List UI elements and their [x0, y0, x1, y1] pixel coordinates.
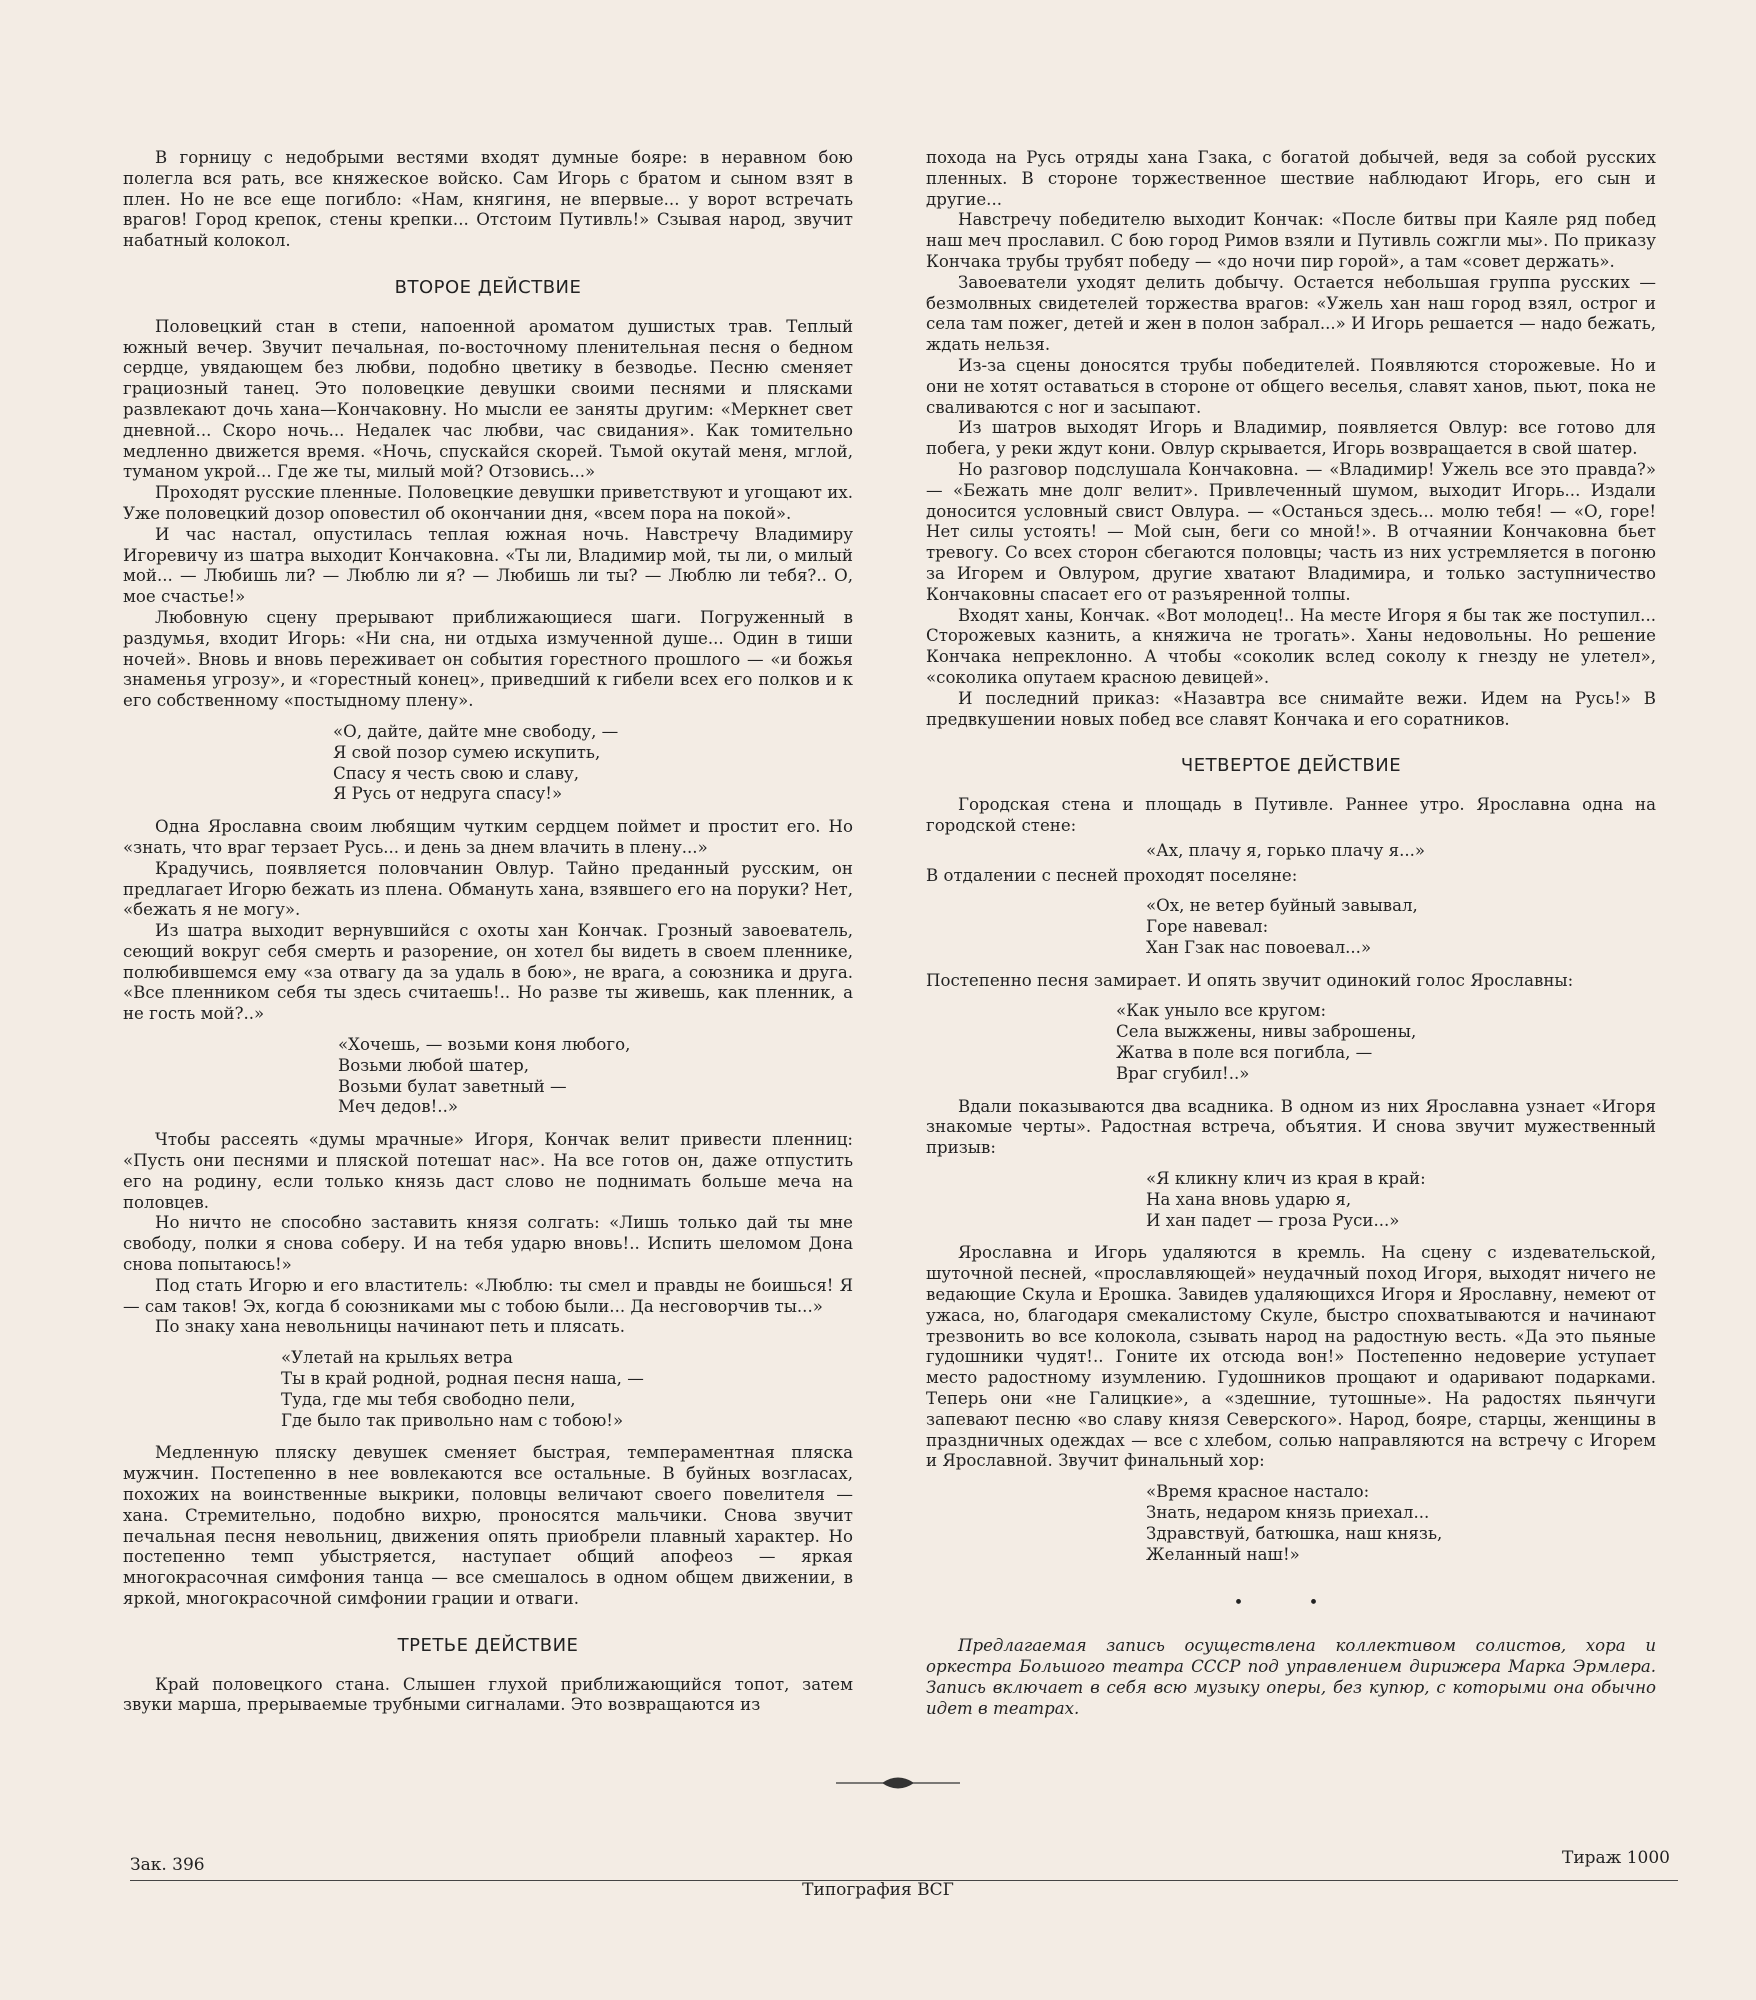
act4-paragraph: Постепенно песня замирает. И опять звучит одинокий голос Ярославны:: [926, 970, 1574, 990]
act2-paragraph: Под стать Игорю и его властитель: «Люблю: ты смел и правды не боишься! Я — сам таков! Эх, когда б союзниками мы с тобою были... Да несговорчив ты...»: [123, 1275, 853, 1316]
verse-block: [1146, 896, 1656, 958]
act2-heading: ВТОРОЕ ДЕЙСТВИЕ: [394, 276, 582, 298]
act2-paragraph: Проходят русские пленные. Половецкие девушки приветствуют и угощают их. Уже половецкий дозор оповестил об окончании дня, «всем пора на покой».: [123, 483, 853, 523]
act2-paragraph: По знаку хана невольницы начинают петь и плясать.: [155, 1317, 625, 1337]
verse-line: «Как уныло все кругом:: [1116, 1001, 1327, 1021]
verse-block: [1146, 1169, 1656, 1231]
act3-paragraph: Завоеватели уходят делить добычу. Остается небольшая группа русских — безмолвных свидетелей торжества врагов: «Ужель хан наш город взял, острог и села там пожег, детей и жен в полон забрал...» И Игорь решается — надо бежать, ждать нельзя.: [926, 272, 1656, 355]
act3-paragraph: Из шатров выходят Игорь и Владимир, появляется Овлур: все готово для побега, у реки ждут кони. Овлур скрывается, Игорь возвращается в свой шатер.: [926, 418, 1656, 459]
print-run: Тираж 1000: [1562, 1848, 1670, 1868]
verse-line: Где было так привольно нам с тобою!»: [281, 1410, 624, 1430]
recording-note: Предлагаемая запись осуществлена коллективом солистов, хора и оркестра Большого театра СССР под управлением дирижера Марка Эрмлера. Запись включает в себя всю музыку оперы, без купюр, с которыми она обычно идет в театрах.: [926, 1636, 1656, 1718]
verse-line: Я Русь от недруга спасу!»: [333, 784, 563, 804]
order-number: Зак. 396: [130, 1855, 205, 1875]
verse-line: Спасу я честь свою и славу,: [333, 763, 580, 783]
verse-line: Села выжжены, нивы заброшены,: [1116, 1022, 1417, 1042]
act3-paragraph: Входят ханы, Кончак. «Вот молодец!.. На месте Игоря я бы так же поступил... Сторожевых казнить, а княжича не трогать». Ханы недовольны. Но решение Кончака непреклонно. А чтобы «соколик вслед соколу к гнезду не улетел», «соколика опутаем красною девицей».: [926, 605, 1656, 687]
verse-line: Возьми булат заветный —: [338, 1076, 567, 1096]
verse-block: [281, 1348, 853, 1431]
verse-line: «Хочешь, — возьми коня любого,: [338, 1035, 631, 1055]
act3-paragraph: Край половецкого стана. Слышен глухой приближающийся топот, затем звуки марша, прерываемые трубными сигналами. Это возвращаются из: [123, 1674, 853, 1715]
act2-paragraph: Крадучись, появляется половчанин Овлур. Тайно преданный русским, он предлагает Игорю бежать из плена. Обмануть хана, взявшего его на поруки? Нет, «бежать я не могу».: [123, 858, 853, 920]
verse-block: [1146, 841, 1656, 862]
verse-line: Меч дедов!..»: [338, 1097, 459, 1117]
verse-block: [1116, 1001, 1656, 1084]
verse-line: «Ах, плачу я, горько плачу я...»: [1146, 840, 1426, 860]
verse-line: Возьми любой шатер,: [338, 1055, 530, 1075]
act3-paragraph: Но разговор подслушала Кончаковна. — «Владимир! Ужель все это правда?» — «Бежать мне долг велит». Привлеченный шумом, выходит Игорь... Издали доносится условный свист Овлура. — «Останься здесь... молю тебя! — «О, горе! Нет силы устоять! — Мой сын, беги со мной!». В отчаянии Кончаковна бьет тревогу. Со всех сторон сбегаются половцы; часть из них устремляется в погоню за Игорем и Овлуром, другие хватают Владимира, и только заступничество Кончаковны спасает его от разъяренной толпы.: [926, 459, 1656, 604]
act3-paragraph: похода на Русь отряды хана Гзака, с богатой добычей, ведя за собой русских пленных. В стороне торжественное шествие наблюдают Игорь, его сын и другие...: [926, 148, 1656, 209]
act2-paragraph: Но ничто не способно заставить князя солгать: «Лишь только дай ты мне свободу, полки я снова соберу. И на тебя ударю вновь!.. Испить шеломом Дона снова попытаюсь!»: [123, 1213, 853, 1275]
left-column: [123, 148, 853, 1716]
act2-paragraph: Одна Ярославна своим любящим чутким сердцем поймет и простит его. Но «знать, что враг терзает Русь... и день за днем влачить в плену...»: [123, 817, 853, 857]
verse-line: Горе навевал:: [1146, 917, 1269, 937]
verse-line: Я свой позор сумею искупить,: [333, 742, 601, 762]
act4-paragraph: Городская стена и площадь в Путивле. Раннее утро. Ярославна одна на городской стене:: [926, 795, 1656, 835]
verse-block: [338, 1035, 853, 1118]
verse-line: «Я кликну клич из края в край:: [1146, 1169, 1426, 1189]
act4-paragraph: В отдалении с песней проходят поселяне:: [926, 865, 1298, 885]
act2-paragraph: Любовную сцену прерывают приближающиеся шаги. Погруженный в раздумья, входит Игорь: «Ни сна, ни отдыха измученной душе... Один в тиши ночей». Вновь и вновь переживает он события горестного прошлого — «и божья знаменья угрозу», и «горестный конец», приведший к гибели всех его полков и к его собственному «постыдному плену».: [123, 607, 853, 711]
verse-line: «Время красное настало:: [1146, 1482, 1370, 1502]
act4-heading: ЧЕТВЕРТОЕ ДЕЙСТВИЕ: [1180, 755, 1402, 777]
act2-paragraph: Половецкий стан в степи, напоенной ароматом душистых трав. Теплый южный вечер. Звучит печальная, по-восточному пленительная песня о бедном сердце, увядающем без любви, подобно цветику в безводье. Песню сменяет грациозный танец. Это половецкие девушки своими песнями и плясками развлекают дочь хана—Кончаковну. Но мысли ее заняты другим: «Меркнет свет дневной... Скоро ночь... Недалек час любви, час свидания». Как томительно медленно движется время. «Ночь, спускайся скорей. Тьмой окутай меня, мглой, туманом укрой... Где же ты, милый мой? Отзовись...»: [123, 316, 853, 482]
printer-name: Типография ВСГ: [802, 1880, 954, 1900]
act2-paragraph: Медленную пляску девушек сменяет быстрая, темпераментная пляска мужчин. Постепенно в нее вовлекаются все остальные. В буйных возгласах, похожих на воинственные выкрики, половцы величают своего повелителя — хана. Стремительно, подобно вихрю, проносятся мальчики. Снова звучит печальная песня невольниц, движения опять приобрели плавный характер. Но постепенно темп убыстряется, наступает общий апофеоз — яркая многокрасочная симфония танца — все смешалось в одном общем движении, в яркой, многокрасочной симфонии грации и отваги.: [123, 1443, 853, 1608]
act3-paragraph: Из-за сцены доносятся трубы победителей. Появляются сторожевые. Но и они не хотят оставаться в стороне от общего веселья, славят ханов, пьют, пока не сваливаются с ног и засыпают.: [926, 355, 1656, 417]
verse-block: [1146, 1482, 1656, 1565]
separator-dots: • •: [1233, 1593, 1349, 1613]
verse-line: «Улетай на крыльях ветра: [281, 1348, 513, 1368]
act2-paragraph: Из шатра выходит вернувшийся с охоты хан Кончак. Грозный завоеватель, сеющий вокруг себя смерть и разорение, он хотел бы видеть в своем пленнике, полюбившемся ему «за отвагу да за удаль в бою», не врага, а союзника и друга. «Все пленником себя ты здесь считаешь!.. Но разве ты живешь, как пленник, а не гость мой?..»: [123, 921, 853, 1024]
verse-line: На хана вновь ударю я,: [1146, 1189, 1352, 1209]
verse-line: Ты в край родной, родная песня наша, —: [281, 1369, 644, 1389]
right-column: [926, 148, 1656, 1719]
verse-line: Жатва в поле вся погибла, —: [1116, 1043, 1373, 1063]
act4-paragraph: Ярославна и Игорь удаляются в кремль. На сцену с издевательской, шуточной песней, «прославляющей» неудачный поход Игоря, выходят ничего не ведающие Скула и Ерошка. Завидев удаляющихся Игоря и Ярославну, немеют от ужаса, но, благодаря смекалистому Скуле, быстро спохватываются и начинают трезвонить во все колокола, сзывать народ на радостную весть. «Да это пьяные гудошники чудят!.. Гоните их отсюда вон!» Постепенно недоверие уступает место радостному изумлению. Гудошников прощают и одаривают подарками. Теперь они «не Галицкие», а «здешние, тутошные». На радостях пьянчуги запевают песню «во славу князя Северского». Народ, бояре, старцы, женщины в праздничных одеждах — все с хлебом, солью направляются на встречу с Игорем и Ярославной. Звучит финальный хор:: [926, 1243, 1656, 1471]
act3-heading: ТРЕТЬЕ ДЕЙСТВИЕ: [397, 1634, 579, 1656]
act3-paragraph: Навстречу победителю выходит Кончак: «После битвы при Каяле ряд побед наш меч прославил. С бою город Римов взяли и Путивль сожгли мы». По приказу Кончака трубы трубят победу — «до ночи пир горой», а там «совет держать».: [926, 210, 1656, 271]
verse-line: «Ох, не ветер буйный завывал,: [1146, 896, 1418, 916]
verse-line: Здравствуй, батюшка, наш князь,: [1146, 1523, 1443, 1543]
verse-line: «О, дайте, дайте мне свободу, —: [333, 721, 619, 741]
verse-block: [333, 722, 853, 805]
verse-line: Враг сгубил!..»: [1116, 1063, 1250, 1083]
verse-line: Знать, недаром князь приехал...: [1146, 1503, 1430, 1523]
verse-line: Желанный наш!»: [1146, 1544, 1300, 1564]
verse-line: И хан падет — гроза Руси...»: [1146, 1210, 1400, 1230]
act3-paragraph: И последний приказ: «Назавтра все снимайте вежи. Идем на Русь!» В предвкушении новых побед все славят Кончака и его соратников.: [926, 688, 1656, 729]
act2-paragraph: И час настал, опустилась теплая южная ночь. Навстречу Владимиру Игоревичу из шатра выходит Кончаковна. «Ты ли, Владимир мой, ты ли, о милый мой... — Любишь ли? — Люблю ли я? — Любишь ли ты? — Люблю ли тебя?.. О, мое счастье!»: [123, 524, 853, 607]
act4-paragraph: Вдали показываются два всадника. В одном из них Ярославна узнает «Игоря знакомые черты». Радостная встреча, объятия. И снова звучит мужественный призыв:: [926, 1096, 1656, 1158]
ornament-divider-icon: [836, 1770, 960, 1796]
act2-paragraph: Чтобы рассеять «думы мрачные» Игоря, Кончак велит привести пленниц: «Пусть они песнями и пляской потешат нас». На все готов он, даже отпустить его на родину, если только князь даст слово не поднимать больше меча на половцев.: [123, 1130, 853, 1212]
intro-paragraph: В горницу с недобрыми вестями входят думные бояре: в неравном бою полегла вся рать, все княжеское войско. Сам Игорь с братом и сыном взят в плен. Но не все еще погибло: «Нам, княгиня, не впервые... у ворот встречать врагов! Город крепок, стены крепки... Отстоим Путивль!» Сзывая народ, звучит набатный колокол.: [123, 148, 853, 251]
verse-line: Хан Гзак нас повоевал...»: [1146, 937, 1372, 957]
verse-line: Туда, где мы тебя свободно пели,: [281, 1389, 576, 1409]
